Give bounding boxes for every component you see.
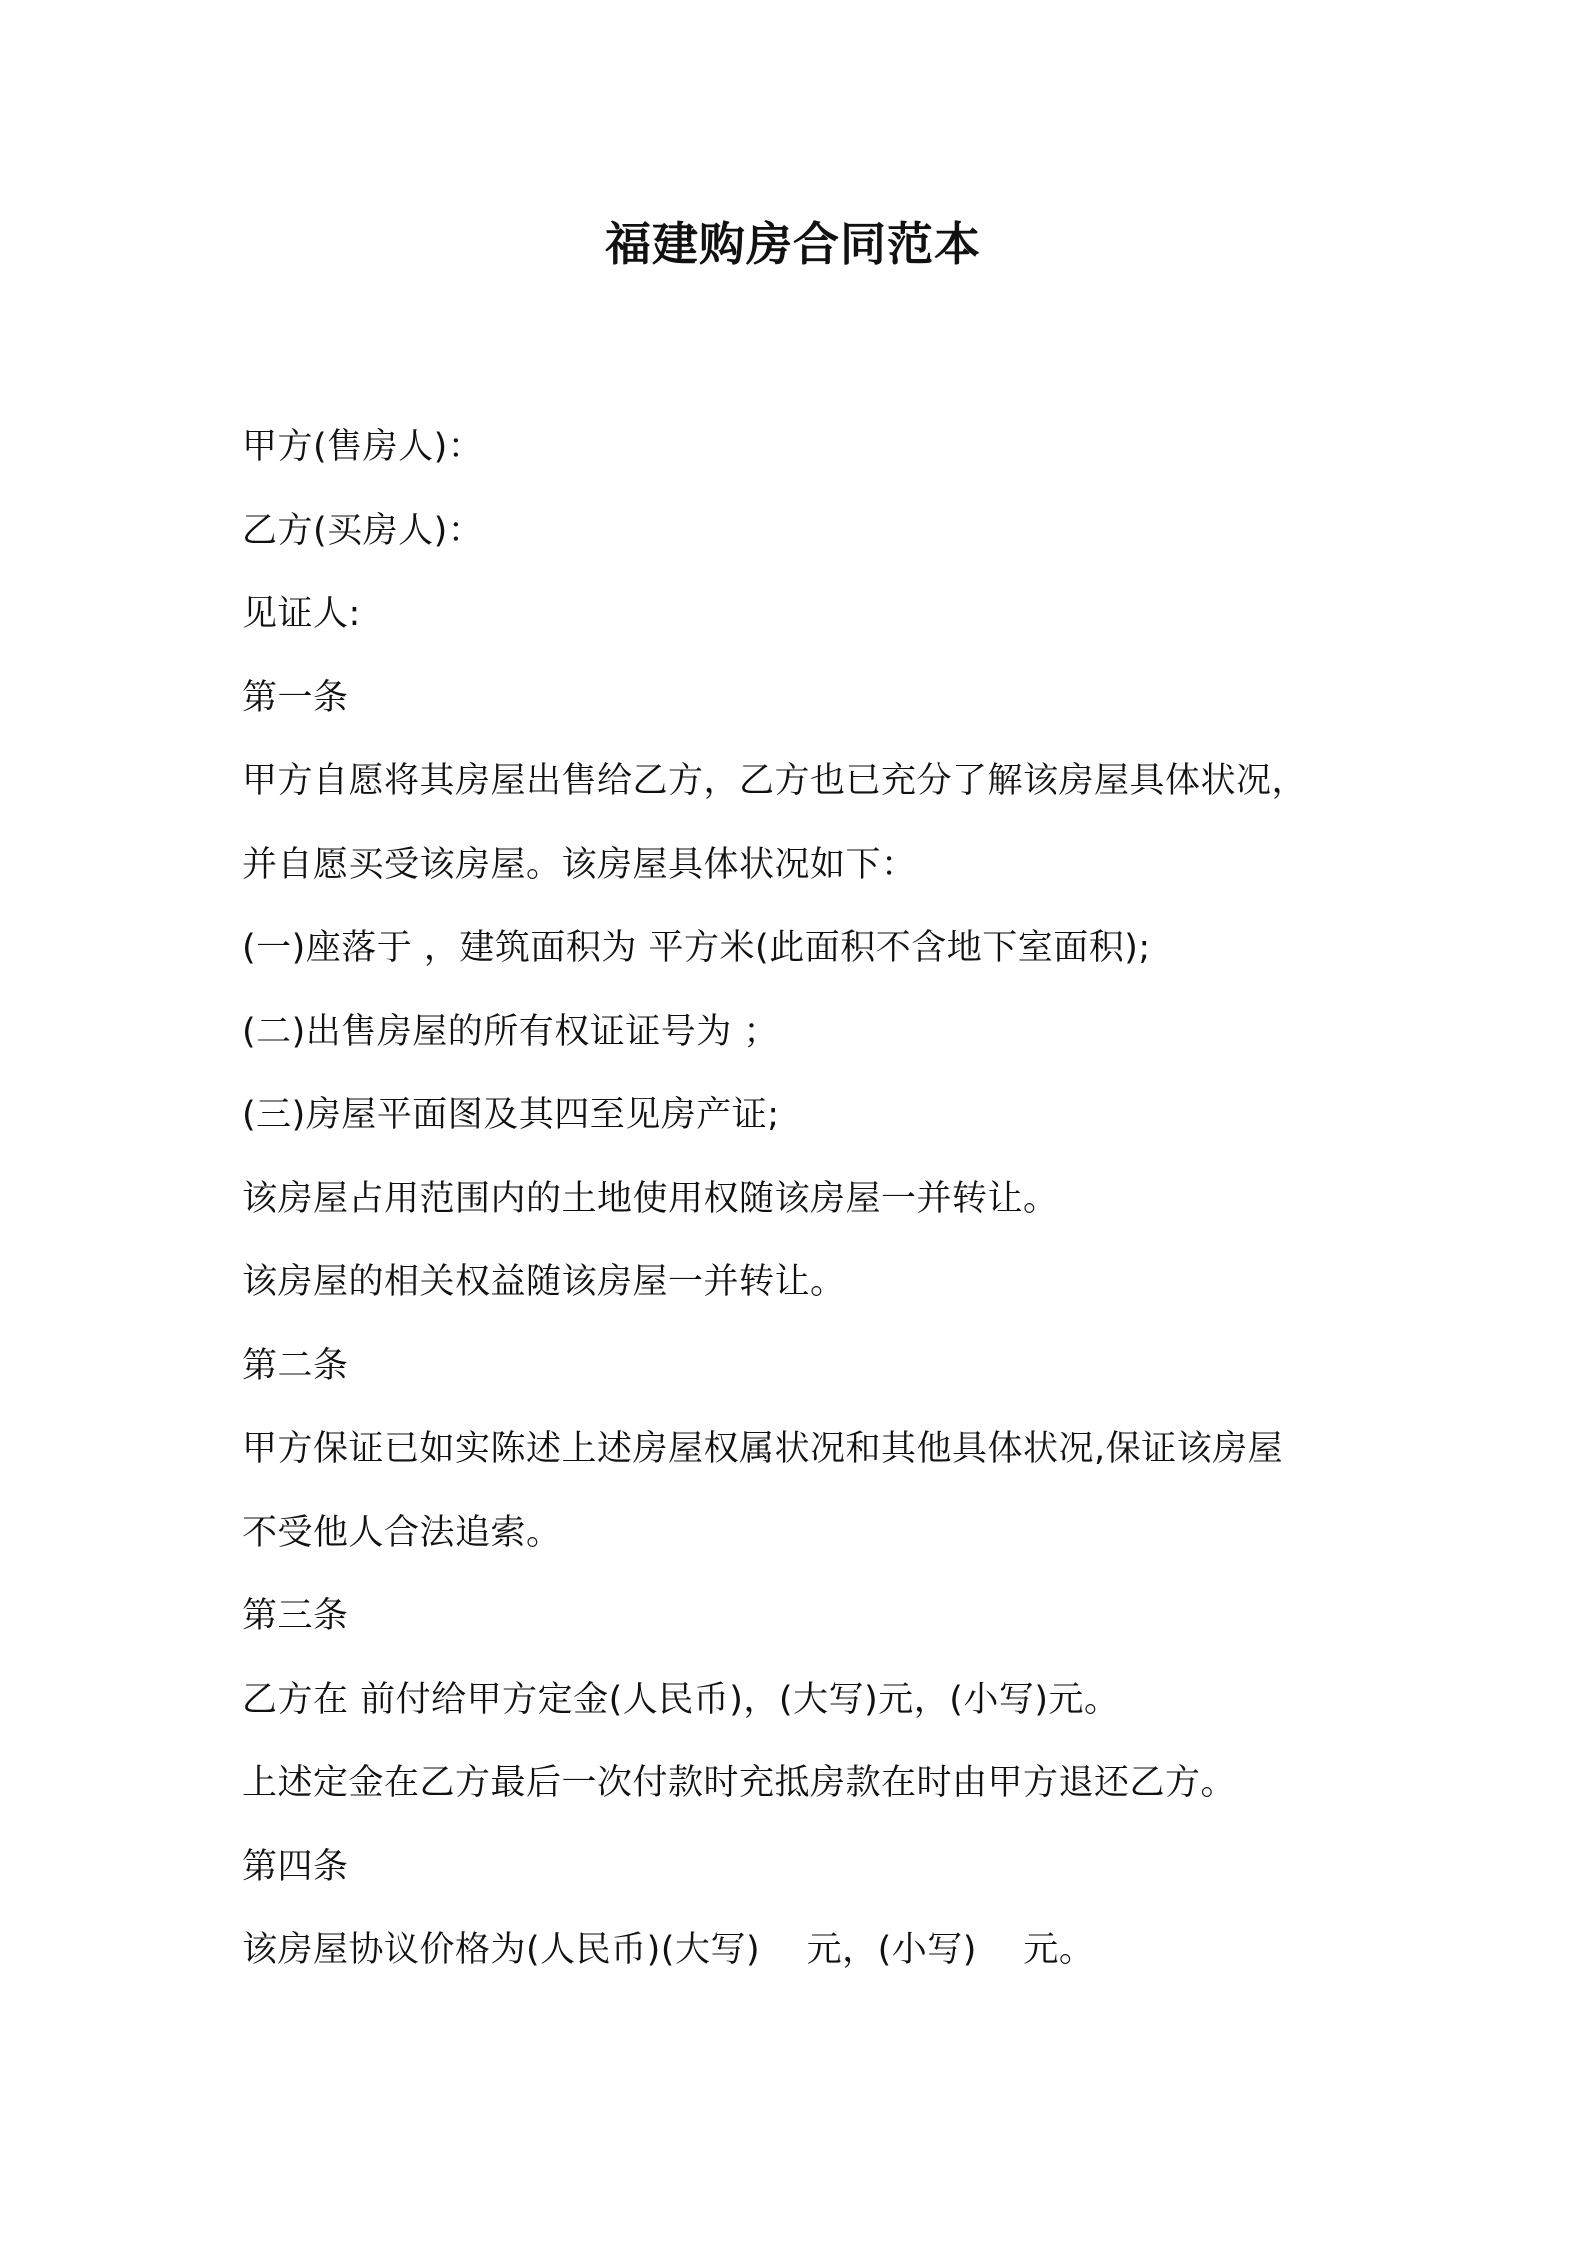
witness-line: 见证人:: [242, 594, 361, 634]
article-3-deposit-line: 乙方在 前付给甲方定金(人民币)，(大写)元，(小写)元。: [242, 1679, 1120, 1720]
article-4-price-line: 该房屋协议价格为(人民币)(大写) 元，(小写) 元。: [242, 1930, 1095, 1970]
document-body: [242, 406, 1392, 1993]
article-2-paragraph-line: 甲方保证已如实陈述上述房屋权属状况和其他具体状况,保证该房屋: [242, 1429, 1284, 1469]
article-1-item-3: (三)房屋平面图及其四至见房产证;: [242, 1095, 780, 1135]
article-2-heading: 第二条: [242, 1345, 349, 1386]
party-b-line: 乙方(买房人)：: [242, 510, 484, 551]
article-3-heading: 第三条: [242, 1596, 349, 1636]
article-2-paragraph-line: 不受他人合法追索。: [242, 1512, 562, 1553]
party-a-line: 甲方(售房人)：: [242, 427, 484, 467]
article-1-paragraph-line: 甲方自愿将其房屋出售给乙方，乙方也已充分了解该房屋具体状况，: [242, 761, 1308, 801]
article-3-refund-line: 上述定金在乙方最后一次付款时充抵房款在时由甲方退还乙方。: [242, 1763, 1237, 1803]
article-1-item-2: (二)出售房屋的所有权证证号为 ；: [242, 1011, 779, 1052]
article-1-heading: 第一条: [242, 677, 349, 718]
article-1-item-1: (一)座落于 ，建筑面积为 平方米(此面积不含地下室面积);: [242, 928, 1151, 968]
article-1-paragraph-line: 并自愿买受该房屋。该房屋具体状况如下：: [242, 844, 917, 885]
article-4-heading: 第四条: [242, 1846, 349, 1887]
document-title: 福建购房合同范本: [605, 217, 981, 271]
article-1-land-use-line: 该房屋占用范围内的土地使用权随该房屋一并转让。: [242, 1178, 1059, 1219]
article-1-rights-line: 该房屋的相关权益随该房屋一并转让。: [242, 1262, 846, 1302]
